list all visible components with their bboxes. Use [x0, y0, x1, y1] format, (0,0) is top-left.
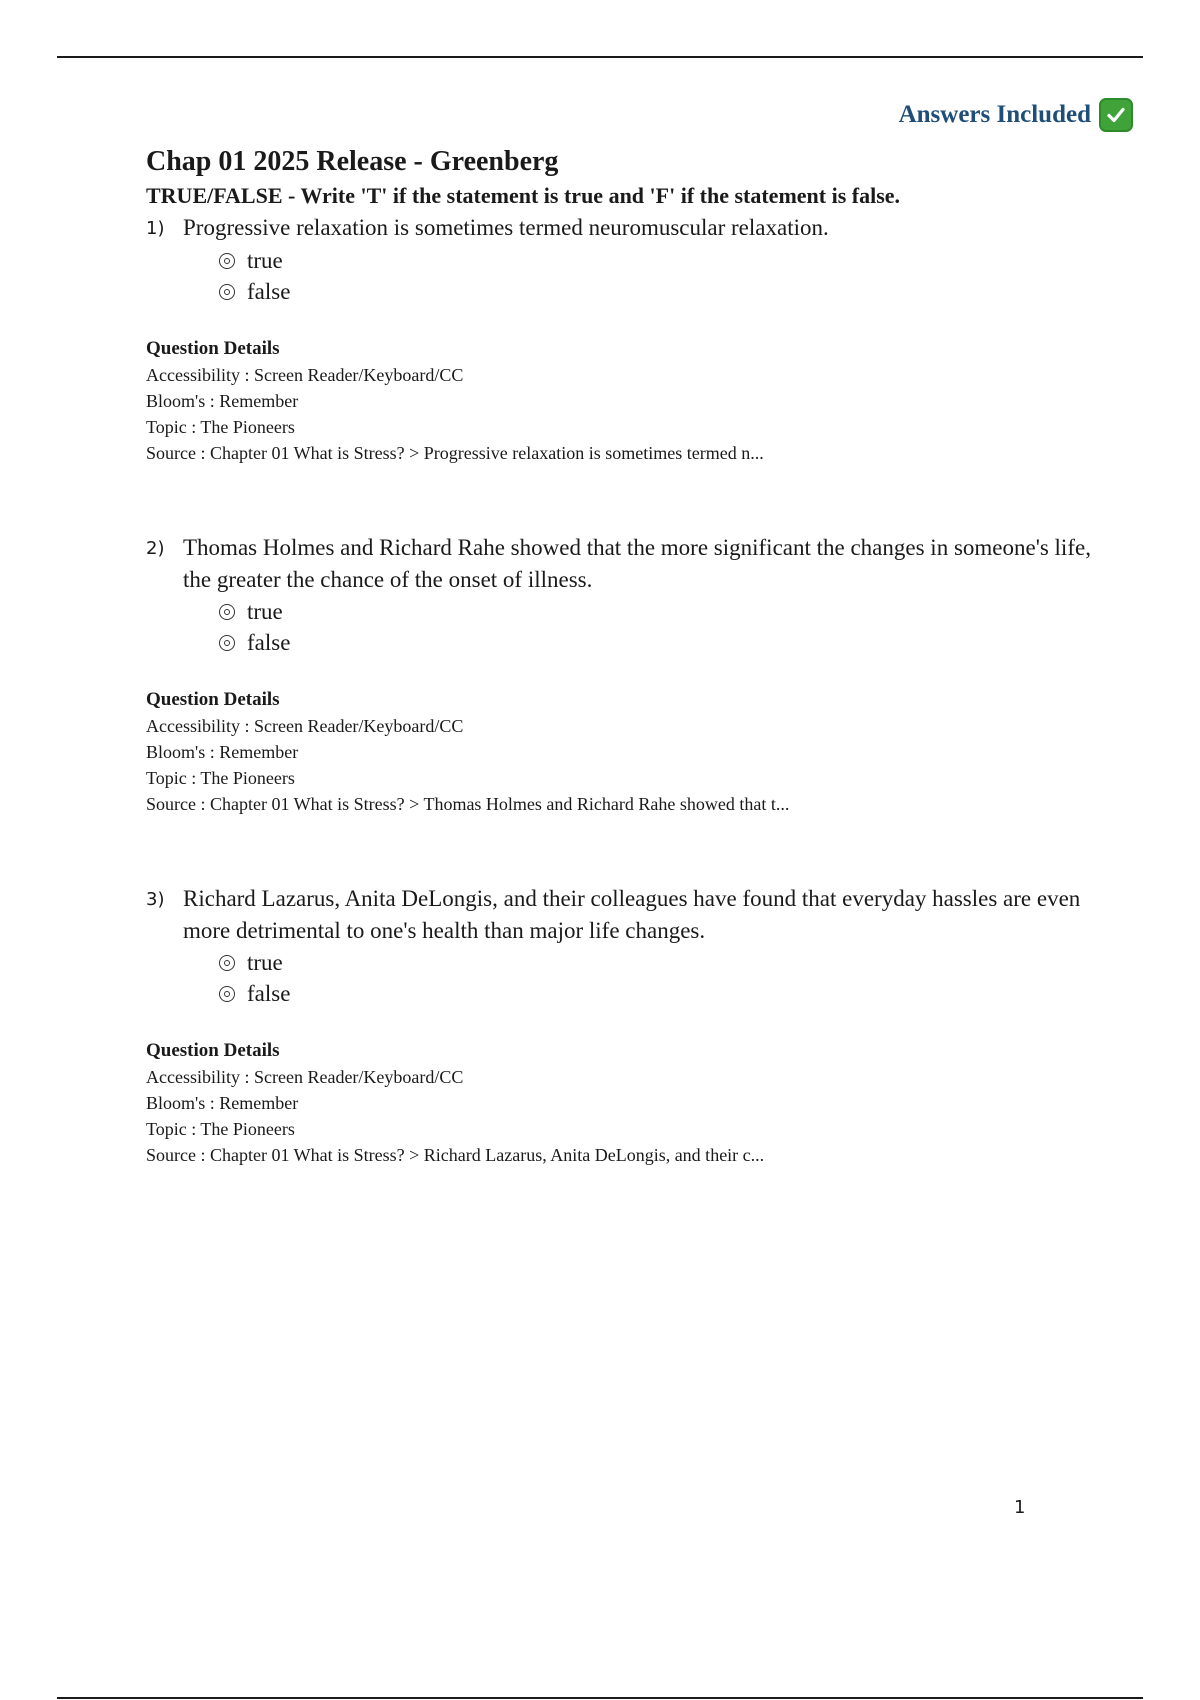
detail-blooms: Bloom's : Remember — [146, 1093, 299, 1113]
radio-icon — [219, 955, 235, 971]
option-label: false — [247, 980, 291, 1006]
answer-options — [219, 947, 1106, 1009]
question-details-heading: Question Details — [146, 1040, 280, 1061]
option-label: false — [247, 278, 291, 304]
question-1 — [146, 212, 1106, 466]
radio-icon — [219, 253, 235, 269]
detail-topic: Topic : The Pioneers — [146, 1119, 295, 1139]
question-number: 3) — [146, 889, 165, 910]
detail-topic: Topic : The Pioneers — [146, 417, 295, 437]
question-details — [146, 1038, 1106, 1168]
top-rule — [57, 56, 1143, 58]
option-true[interactable] — [219, 947, 1106, 978]
question-2 — [146, 532, 1106, 817]
detail-accessibility: Accessibility : Screen Reader/Keyboard/CC — [146, 365, 464, 385]
option-true[interactable] — [219, 596, 1106, 627]
bottom-rule — [57, 1697, 1143, 1699]
detail-accessibility: Accessibility : Screen Reader/Keyboard/CC — [146, 1067, 464, 1087]
page-title: Chap 01 2025 Release - Greenberg — [146, 146, 559, 177]
option-label: false — [247, 629, 291, 655]
question-details-heading: Question Details — [146, 338, 280, 359]
option-false[interactable] — [219, 276, 1106, 307]
check-mark-glyph — [1105, 104, 1127, 126]
question-number: 2) — [146, 538, 165, 559]
detail-source: Source : Chapter 01 What is Stress? > Richard Lazarus, Anita DeLongis, and their c... — [146, 1145, 765, 1165]
question-number: 1) — [146, 218, 165, 239]
detail-blooms: Bloom's : Remember — [146, 742, 299, 762]
radio-icon — [219, 604, 235, 620]
section-instruction: TRUE/FALSE - Write 'T' if the statement is true and 'F' if the statement is false. — [146, 183, 901, 208]
detail-accessibility: Accessibility : Screen Reader/Keyboard/CC — [146, 716, 464, 736]
detail-source: Source : Chapter 01 What is Stress? > Thomas Holmes and Richard Rahe showed that t... — [146, 794, 790, 814]
option-true[interactable] — [219, 245, 1106, 276]
answer-options — [219, 245, 1106, 307]
option-false[interactable] — [219, 627, 1106, 658]
answer-options — [219, 596, 1106, 658]
question-3 — [146, 883, 1106, 1168]
question-text: Progressive relaxation is sometimes termed neuromuscular relaxation. — [183, 215, 829, 240]
detail-topic: Topic : The Pioneers — [146, 768, 295, 788]
option-label: true — [247, 949, 283, 975]
option-false[interactable] — [219, 978, 1106, 1009]
answers-included-badge — [899, 98, 1133, 132]
question-details — [146, 336, 1106, 466]
answers-included-label: Answers Included — [898, 101, 1091, 128]
question-details — [146, 687, 1106, 817]
radio-icon — [219, 986, 235, 1002]
check-mark-icon — [1099, 98, 1133, 132]
detail-source: Source : Chapter 01 What is Stress? > Progressive relaxation is sometimes termed n... — [146, 443, 764, 463]
page-number: 1 — [1014, 1497, 1026, 1518]
radio-icon — [219, 284, 235, 300]
radio-icon — [219, 635, 235, 651]
question-details-heading: Question Details — [146, 689, 280, 710]
option-label: true — [247, 598, 283, 624]
document-body — [146, 144, 1106, 1168]
question-text: Thomas Holmes and Richard Rahe showed that the more significant the changes in someone's life, the greater the chance of the onset of illness. — [183, 535, 1091, 592]
detail-blooms: Bloom's : Remember — [146, 391, 299, 411]
question-text: Richard Lazarus, Anita DeLongis, and their colleagues have found that everyday hassles are even more detrimental to one's health than major life changes. — [183, 886, 1081, 943]
option-label: true — [247, 247, 283, 273]
